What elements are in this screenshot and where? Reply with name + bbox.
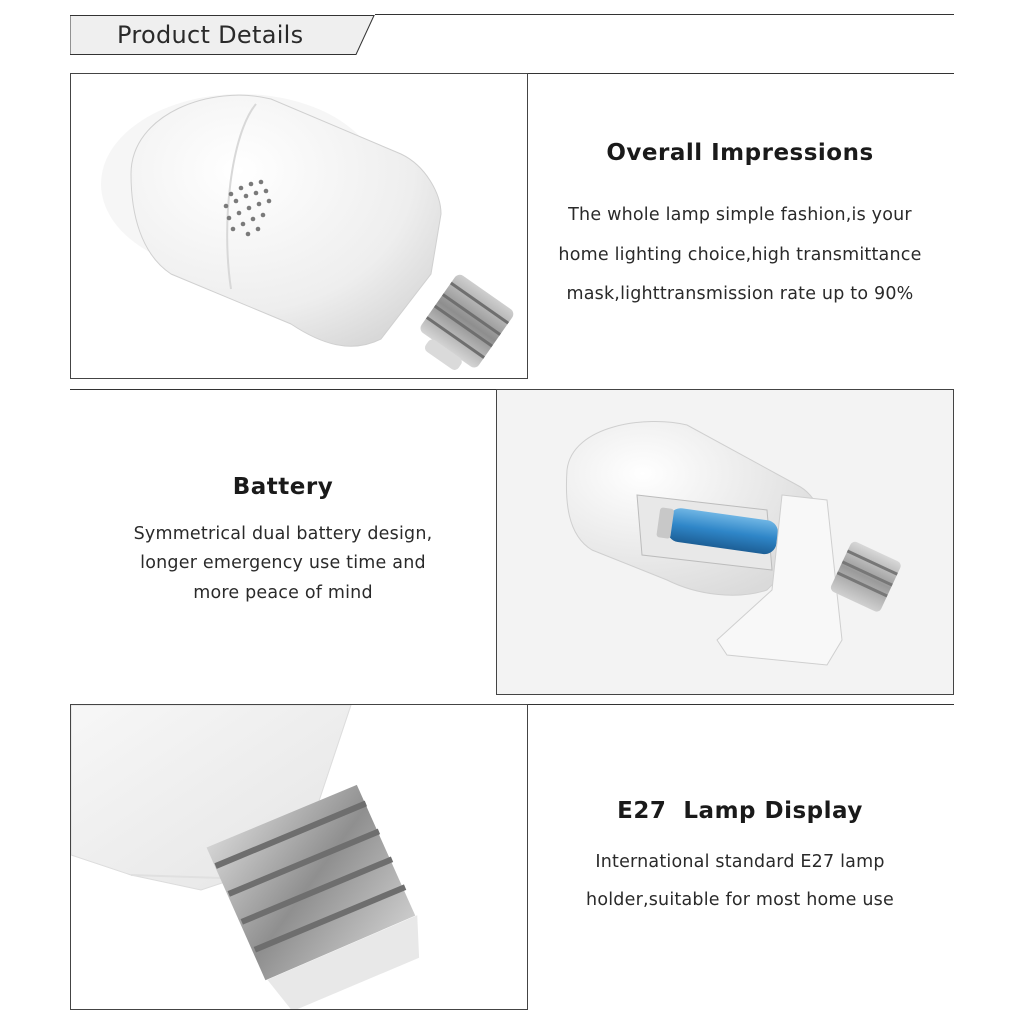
- section-3-top-line: [528, 704, 954, 705]
- bulb-front-illustration: [71, 74, 528, 379]
- product-image-e27-base: [70, 704, 528, 1010]
- section-1-title: Overall Impressions: [606, 140, 874, 166]
- header-divider: [375, 14, 954, 15]
- section-2-top-line: [70, 389, 497, 390]
- section-3-title: E27 Lamp Display: [617, 798, 863, 824]
- section-1-line-1: The whole lamp simple fashion,is your: [568, 205, 912, 225]
- section-1-top-line: [528, 73, 954, 74]
- section-2-line-2: longer emergency use time and: [140, 553, 426, 573]
- section-1-line-3: mask,lighttransmission rate up to 90%: [566, 284, 914, 304]
- battery-illustration: [497, 390, 954, 695]
- section-3-line-1: International standard E27 lamp: [595, 852, 885, 872]
- section-2-line-3: more peace of mind: [193, 583, 373, 603]
- page-title: Product Details: [117, 21, 304, 49]
- product-image-bulb-front: [70, 73, 528, 379]
- product-image-battery: [496, 389, 954, 695]
- section-3-line-2: holder,suitable for most home use: [586, 890, 894, 910]
- section-2-line-1: Symmetrical dual battery design,: [133, 524, 433, 544]
- section-2-title: Battery: [232, 474, 334, 500]
- e27-base-illustration: [71, 705, 528, 1010]
- section-1-line-2: home lighting choice,high transmittance: [558, 245, 922, 265]
